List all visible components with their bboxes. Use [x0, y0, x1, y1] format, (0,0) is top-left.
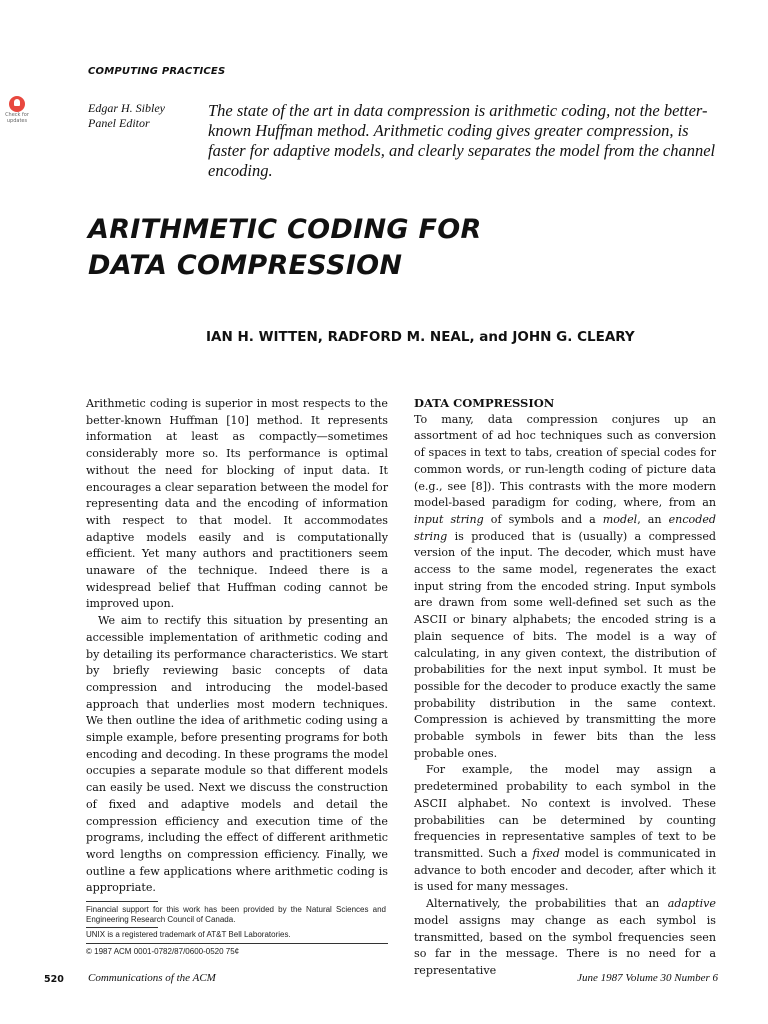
footnote-copyright: © 1987 ACM 0001-0782/87/0600-0520 75¢ — [86, 946, 240, 956]
editor-role: Panel Editor — [88, 116, 150, 130]
crossmark-icon — [9, 96, 25, 112]
footnote-funding: Financial support for this work has been provided by the Natural Sciences and Engineering Research Council of Canada. — [86, 905, 386, 924]
abstract: The state of the art in data compression is arithmetic coding, not the better-known Huffman method. Arithmetic coding gives greater compression, is faster for adaptive models, and clearly separates the model from the channel encoding. — [208, 101, 716, 180]
title-line-1: ARITHMETIC CODING FOR — [88, 214, 482, 245]
badge-label: Check for updates — [5, 112, 29, 124]
authors: IAN H. WITTEN, RADFORD M. NEAL, and JOHN G. CLEARY — [206, 329, 635, 345]
section-header: COMPUTING PRACTICES — [88, 66, 226, 77]
section-heading: DATA COMPRESSION — [414, 396, 555, 410]
page-number: 520 — [44, 974, 64, 985]
footnote-rule — [86, 927, 158, 928]
journal-name: Communications of the ACM — [88, 972, 216, 984]
footnote-rule — [86, 943, 388, 944]
editor-name: Edgar H. Sibley — [88, 101, 165, 115]
article-title — [88, 212, 728, 284]
panel-editor — [88, 101, 198, 131]
footnote-rule — [86, 901, 158, 902]
paragraph: For example, the model may assign a predetermined probability to each symbol in the ASCII alphabet. No context is involved. These probabilities can be determined by counting frequencies in representative samples of text to be transmitted. Such a fixed model is communicated in advance to both encoder and decoder, after which it is used for many messages. — [414, 763, 716, 894]
right-column — [414, 395, 716, 980]
paragraph: To many, data compression conjures up an assortment of ad hoc techniques such as conversion of spaces in text to tabs, creation of special codes for common words, or run-length coding of picture data (e.g., see [8]). This contrasts with the more modern model-based paradigm for coding, where, from an input string of symbols and a model, an encoded string is produced that is (usually) a compressed version of the input. The decoder, which must have access to the same model, regenerates the exact input string from the encoded string. Input symbols are drawn from some well-defined set such as the ASCII or binary alphabets; the encoded string is a plain sequence of bits. The model is a way of calculating, in any given context, the distribution of probabilities for the next input symbol. It must be possible for the decoder to produce exactly the same probability distribution in the same context. Compression is achieved by transmitting the more probable symbols in fewer bits than the less probable ones. — [414, 412, 716, 760]
left-column — [86, 396, 388, 956]
paragraph: Alternatively, the probabilities that an adaptive model assigns may change as each symbol is transmitted, based on the symbol frequencies seen so far in the message. There is no need for a representative — [414, 897, 716, 977]
footnotes — [86, 901, 388, 956]
title-line-2: DATA COMPRESSION — [88, 250, 403, 281]
footnote-trademark: UNIX is a registered trademark of AT&T Bell Laboratories. — [86, 930, 291, 940]
paragraph: Arithmetic coding is superior in most respects to the better-known Huffman [10] method. It represents information at least as compactly—sometimes considerably more so. Its performance is optimal without the need for blocking of input data. It encourages a clear separation between the model for representing data and the encoding of information with respect to that model. It accommodates adaptive models easily and is computationally efficient. Yet many authors and practitioners seem unaware of the technique. Indeed there is a widespread belief that Huffman coding cannot be improved upon. — [86, 397, 388, 611]
issue-info: June 1987 Volume 30 Number 6 — [577, 972, 718, 984]
check-for-updates-badge[interactable] — [0, 92, 34, 126]
paragraph: We aim to rectify this situation by presenting an accessible implementation of arithmetic coding and by detailing its performance characteristics. We start by briefly reviewing basic concepts of data compression and introducing the model-based approach that underlies most modern techniques. We then outline the idea of arithmetic coding using a simple example, before presenting programs for both encoding and decoding. In these programs the model occupies a separate module so that different models can easily be used. Next we discuss the construction of fixed and adaptive models and detail the compression efficiency and execution time of the programs, including the effect of different arithmetic word lengths on compression efficiency. Finally, we outline a few applications where arithmetic coding is appropriate. — [86, 614, 388, 895]
